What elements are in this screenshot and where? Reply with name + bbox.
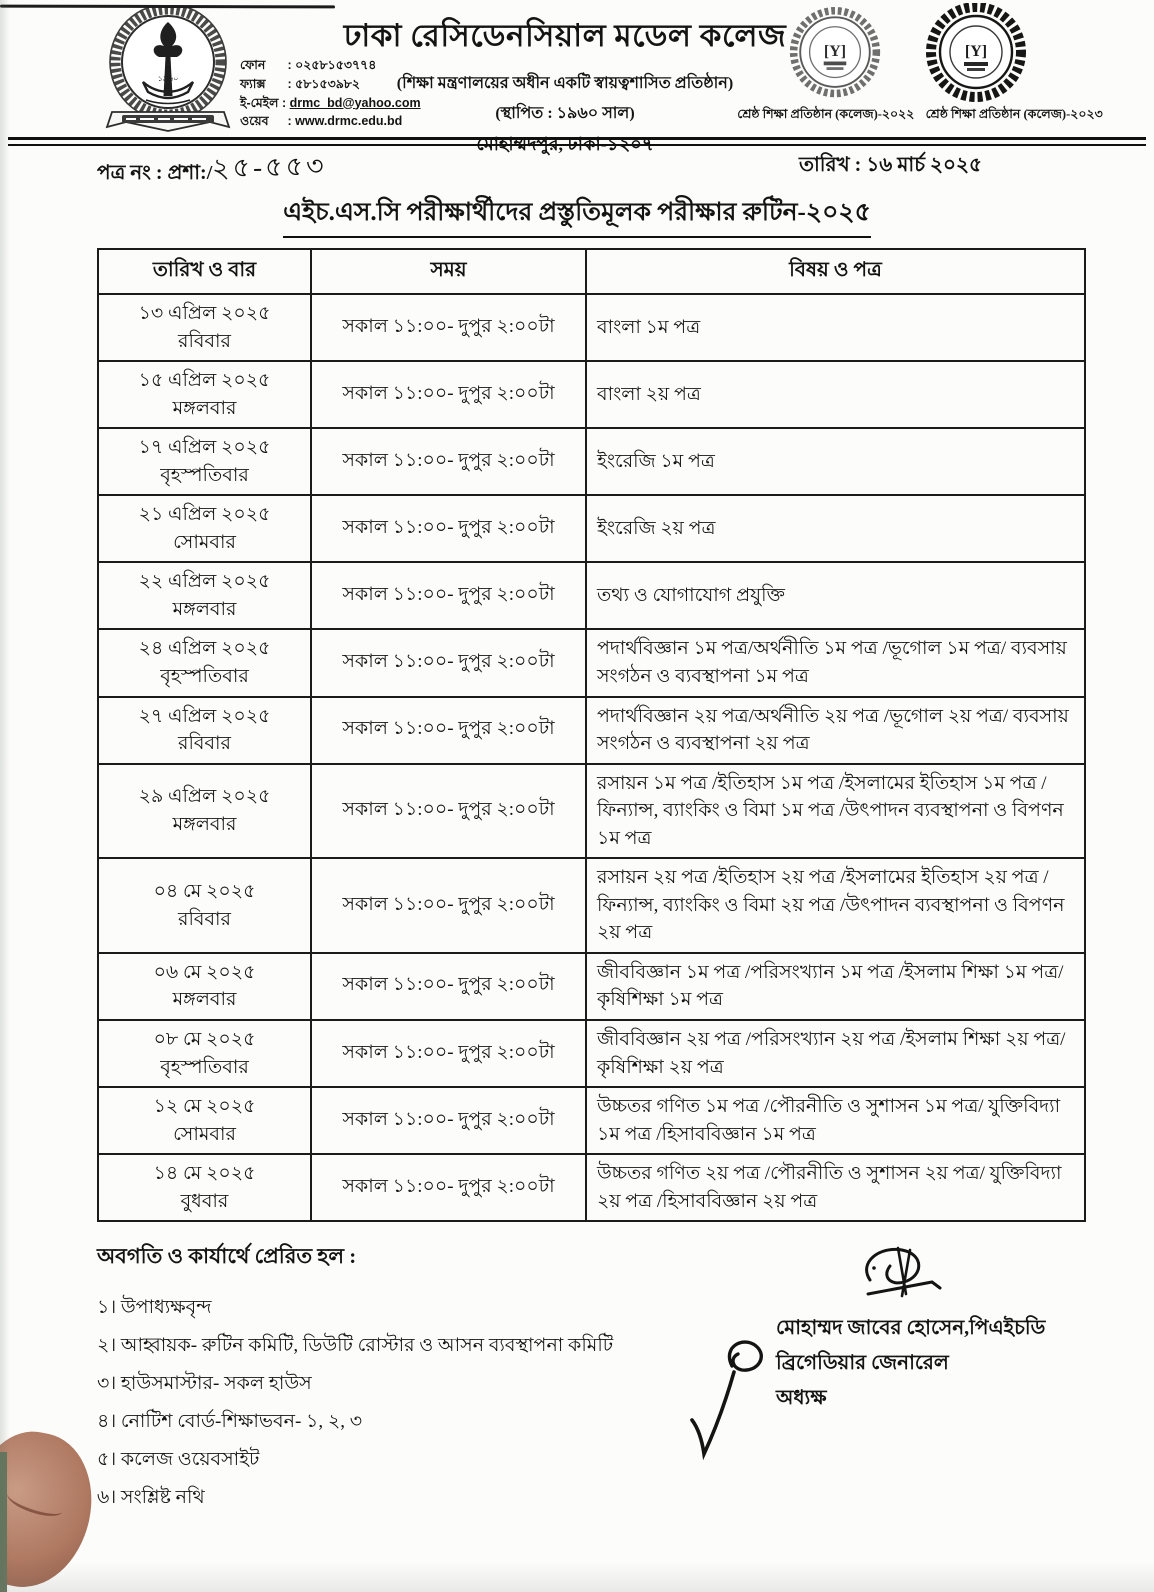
exam-time: সকাল ১১:০০- দুপুর ২:০০টা bbox=[311, 629, 586, 696]
exam-row bbox=[98, 1154, 1085, 1221]
college-address: মোহাম্মদপুর, ঢাকা-১২০৭ bbox=[476, 134, 654, 154]
distribution-item: ৩। হাউসমাস্টার- সকল হাউস bbox=[97, 1373, 312, 1395]
exam-time: সকাল ১১:০০- দুপুর ২:০০টা bbox=[311, 858, 586, 953]
exam-date: ২৭ এপ্রিল ২০২৫ bbox=[138, 705, 271, 727]
signatory-title: অধ্যক্ষ bbox=[776, 1387, 827, 1409]
contact-label: ই-মেইল : bbox=[240, 95, 287, 110]
award-2023-label: শ্রেষ্ঠ শিক্ষা প্রতিষ্ঠান (কলেজ)-২০২৩ bbox=[925, 107, 1103, 121]
exam-time: সকাল ১১:০০- দুপুর ২:০০টা bbox=[311, 1020, 586, 1087]
exam-row bbox=[98, 1087, 1085, 1154]
exam-subject: পদার্থবিজ্ঞান ১ম পত্র/অর্থনীতি ১ম পত্র /ভূগোল ১ম পত্র/ ব্যবসায় সংগঠন ও ব্যবস্থাপনা ১ম পত্র bbox=[586, 629, 1085, 696]
exam-time: সকাল ১১:০০- দুপুর ২:০০টা bbox=[311, 428, 586, 495]
exam-subject: জীববিজ্ঞান ২য় পত্র /পরিসংখ্যান ২য় পত্র /ইসলাম শিক্ষা ২য় পত্র/ কৃষিশিক্ষা ২য় পত্র bbox=[586, 1020, 1085, 1087]
distribution-item: ৬। সংশ্লিষ্ট নথি bbox=[97, 1487, 205, 1509]
reference-line bbox=[0, 150, 1154, 192]
exam-date: ১৫ এপ্রিল ২০২৫ bbox=[138, 370, 271, 392]
contact-value: : ০২৫৮১৫৩৭৭৪ bbox=[287, 58, 377, 72]
svg-text:[Y]: [Y] bbox=[964, 43, 988, 60]
distribution-item: ১। উপাধ্যক্ষবৃন্দ bbox=[97, 1297, 212, 1319]
exam-time: সকাল ১১:০০- দুপুর ২:০০টা bbox=[311, 361, 586, 428]
exam-row bbox=[98, 953, 1085, 1020]
exam-day: রবিবার bbox=[178, 733, 231, 755]
exam-row bbox=[98, 495, 1085, 562]
exam-date: ২২ এপ্রিল ২০২৫ bbox=[138, 571, 271, 593]
distribution-item: ২। আহ্বায়ক- রুটিন কমিটি, ডিউটি রোস্টার ও আসন ব্যবস্থাপনা কমিটি bbox=[97, 1335, 614, 1357]
contact-value: : www.drmc.edu.bd bbox=[287, 114, 403, 129]
exam-date: ২৯ এপ্রিল ২০২৫ bbox=[138, 786, 271, 808]
exam-date: ০৪ মে ২০২৫ bbox=[153, 881, 256, 903]
exam-date: ১২ মে ২০২৫ bbox=[153, 1096, 256, 1118]
exam-subject: বাংলা ২য় পত্র bbox=[586, 361, 1085, 428]
exam-subject: তথ্য ও যোগাযোগ প্রযুক্তি bbox=[586, 562, 1085, 629]
award-2022-label: শ্রেষ্ঠ শিক্ষা প্রতিষ্ঠান (কলেজ)-২০২২ bbox=[737, 107, 915, 121]
exam-day: সোমবার bbox=[173, 531, 236, 553]
distribution-item: ৫। কলেজ ওয়েবসাইট bbox=[97, 1449, 260, 1471]
exam-subject: জীববিজ্ঞান ১ম পত্র /পরিসংখ্যান ১ম পত্র /ইসলাম শিক্ষা ১ম পত্র/ কৃষিশিক্ষা ১ম পত্র bbox=[586, 953, 1085, 1020]
exam-subject: উচ্চতর গণিত ২য় পত্র /পৌরনীতি ও সুশাসন ২য় পত্র/ যুক্তিবিদ্যা ২য় পত্র /হিসাববিজ্ঞান ২য় পত্র bbox=[586, 1154, 1085, 1221]
distribution-heading: অবগতি ও কার্যার্থে প্রেরিত হল : bbox=[97, 1244, 357, 1269]
exam-time: সকাল ১১:০০- দুপুর ২:০০টা bbox=[311, 764, 586, 859]
exam-time: সকাল ১১:০০- দুপুর ২:০০টা bbox=[311, 562, 586, 629]
exam-row bbox=[98, 361, 1085, 428]
exam-time: সকাল ১১:০০- দুপুর ২:০০টা bbox=[311, 495, 586, 562]
exam-date: ১৪ মে ২০২৫ bbox=[153, 1163, 256, 1185]
exam-day: মঙ্গলবার bbox=[172, 813, 237, 835]
exam-date: ১৩ এপ্রিল ২০২৫ bbox=[138, 303, 271, 324]
date-line: তারিখ : ১৬ মার্চ ২০২৫ bbox=[799, 154, 982, 176]
contact-label: ফ্যাক্স bbox=[240, 76, 266, 91]
exam-date: ২১ এপ্রিল ২০২৫ bbox=[138, 504, 271, 526]
exam-subject: রসায়ন ১ম পত্র /ইতিহাস ১ম পত্র /ইসলামের ইতিহাস ১ম পত্র /ফিন্যান্স, ব্যাংকিং ও বিমা ১ম পত্র /উৎপাদন ব্যবস্থাপনা ও বিপণন ১ম পত্র bbox=[586, 764, 1085, 859]
contact-value: drmc_bd@yahoo.com bbox=[289, 95, 421, 110]
exam-subject: উচ্চতর গণিত ১ম পত্র /পৌরনীতি ও সুশাসন ১ম পত্র/ যুক্তিবিদ্যা ১ম পত্র /হিসাববিজ্ঞান ১ম পত্র bbox=[586, 1087, 1085, 1154]
exam-day: সোমবার bbox=[173, 1123, 236, 1145]
exam-day: মঙ্গলবার bbox=[172, 598, 237, 620]
signatory-name: মোহাম্মদ জাবের হোসেন,পিএইচডি bbox=[776, 1317, 1046, 1339]
svg-text:[Y]: [Y] bbox=[823, 42, 847, 60]
college-name: ঢাকা রেসিডেনসিয়াল মডেল কলেজ bbox=[343, 18, 787, 53]
memo-label: পত্র নং : প্রশা:/ bbox=[97, 162, 213, 184]
exam-date: ২৪ এপ্রিল ২০২৫ bbox=[138, 638, 271, 660]
contact-label: ওয়েব bbox=[240, 114, 269, 129]
exam-date: ০৮ মে ২০২৫ bbox=[153, 1029, 256, 1051]
memo-number-line bbox=[97, 150, 327, 195]
exam-row bbox=[98, 629, 1085, 696]
exam-subject: রসায়ন ২য় পত্র /ইতিহাস ২য় পত্র /ইসলামের ইতিহাস ২য় পত্র /ফিন্যান্স, ব্যাংকিং ও বিমা ২য় পত্র /উৎপাদন ব্যবস্থাপনা ও বিপণন ২য় পত্র bbox=[586, 858, 1085, 953]
signatory-rank: ব্রিগেডিয়ার জেনারেল bbox=[776, 1352, 949, 1374]
exam-row bbox=[98, 428, 1085, 495]
exam-subject: বাংলা ১ম পত্র bbox=[586, 294, 1085, 361]
exam-date: ১৭ এপ্রিল ২০২৫ bbox=[138, 437, 271, 459]
signatory-details bbox=[776, 1311, 1120, 1416]
crest-year-text: ১৯৬০ bbox=[157, 74, 179, 83]
table-header-row bbox=[98, 249, 1085, 294]
exam-day: মঙ্গলবার bbox=[172, 397, 237, 419]
exam-row bbox=[98, 562, 1085, 629]
notice-title: এইচ.এস.সি পরীক্ষার্থীদের প্রস্তুতিমূলক পরীক্ষার রুটিন-২০২৫ bbox=[283, 192, 871, 238]
exam-day: বৃহস্পতিবার bbox=[160, 1056, 249, 1078]
contact-value: : ৫৮১৫৩৯৮২ bbox=[287, 76, 361, 91]
exam-day: বৃহস্পতিবার bbox=[160, 666, 249, 688]
memo-number-handwritten: ২৫-৫৫৩ bbox=[211, 150, 328, 184]
exam-time: সকাল ১১:০০- দুপুর ২:০০টা bbox=[311, 697, 586, 764]
exam-time: সকাল ১১:০০- দুপুর ২:০০টা bbox=[311, 294, 586, 361]
college-subtitle: (শিক্ষা মন্ত্রণালয়ের অধীন একটি স্বায়ত্বশাসিত প্রতিষ্ঠান) bbox=[396, 75, 734, 92]
exam-subject: পদার্থবিজ্ঞান ২য় পত্র/অর্থনীতি ২য় পত্র /ভূগোল ২য় পত্র/ ব্যবসায় সংগঠন ও ব্যবস্থাপনা ২য় পত্র bbox=[586, 697, 1085, 764]
exam-day: মঙ্গলবার bbox=[172, 989, 237, 1011]
column-header-time: সময় bbox=[311, 249, 586, 294]
page-left-shadow bbox=[0, 0, 10, 1592]
exam-day: রবিবার bbox=[178, 908, 231, 930]
exam-time: সকাল ১১:০০- দুপুর ২:০০টা bbox=[311, 1154, 586, 1221]
page-bottom-shadow bbox=[0, 1562, 1154, 1592]
college-established: (স্থাপিত : ১৯৬০ সাল) bbox=[495, 105, 635, 122]
principal-signature-icon bbox=[840, 1242, 970, 1304]
column-header-date: তারিখ ও বার bbox=[98, 249, 311, 294]
notice-title-wrap bbox=[0, 192, 1154, 238]
exam-row bbox=[98, 697, 1085, 764]
exam-day: রবিবার bbox=[178, 330, 231, 352]
exam-day: বৃহস্পতিবার bbox=[160, 464, 249, 486]
initial-checkmark-scribble-icon bbox=[688, 1328, 772, 1470]
exam-date: ০৬ মে ২০২৫ bbox=[153, 961, 256, 983]
exam-routine-table bbox=[97, 248, 1086, 1222]
column-header-subject: বিষয় ও পত্র bbox=[586, 249, 1085, 294]
exam-row bbox=[98, 858, 1085, 953]
exam-day: বুধবার bbox=[180, 1190, 229, 1212]
exam-subject: ইংরেজি ২য় পত্র bbox=[586, 495, 1085, 562]
exam-time: সকাল ১১:০০- দুপুর ২:০০টা bbox=[311, 1087, 586, 1154]
exam-subject: ইংরেজি ১ম পত্র bbox=[586, 428, 1085, 495]
exam-time: সকাল ১১:০০- দুপুর ২:০০টা bbox=[311, 953, 586, 1020]
exam-row bbox=[98, 294, 1085, 361]
exam-row bbox=[98, 1020, 1085, 1087]
distribution-item: ৪। নোটিশ বোর্ড-শিক্ষাভবন- ১, ২, ৩ bbox=[97, 1411, 363, 1433]
exam-row bbox=[98, 764, 1085, 859]
contact-label: ফোন bbox=[240, 58, 266, 72]
